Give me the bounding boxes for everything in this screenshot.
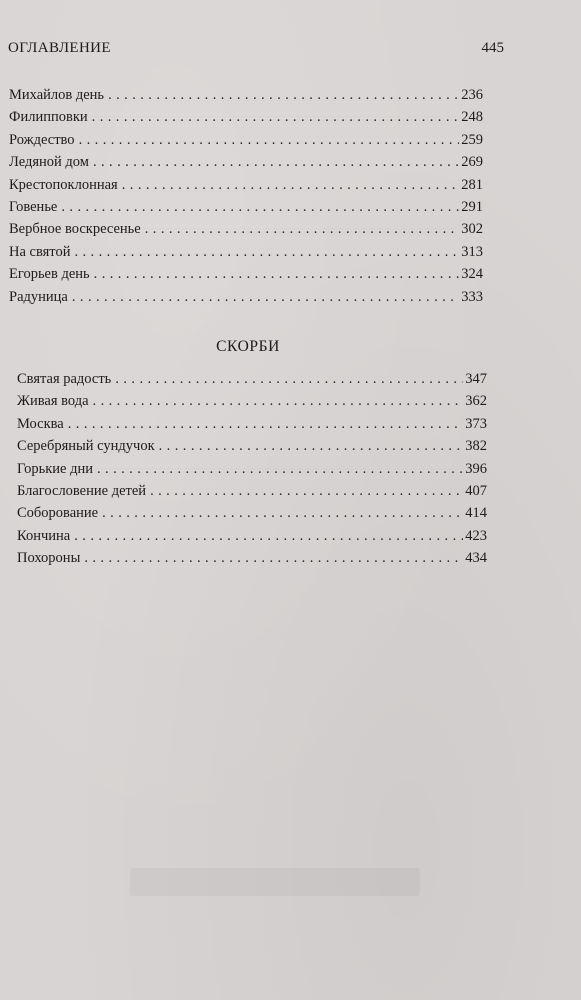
toc-entry-page: 396 bbox=[465, 460, 487, 477]
toc-entry-title: Похороны bbox=[17, 550, 81, 567]
toc-entry-page: 313 bbox=[461, 243, 483, 260]
toc-entry bbox=[9, 218, 483, 240]
toc-entry-title: Рождество bbox=[9, 131, 75, 148]
toc-entry-page: 324 bbox=[461, 266, 483, 283]
toc-entry-title: Вербное воскресенье bbox=[9, 221, 141, 238]
dot-leader bbox=[150, 480, 463, 502]
show-through-smudge bbox=[130, 868, 420, 896]
dot-leader bbox=[97, 458, 463, 480]
dot-leader bbox=[92, 106, 460, 128]
dot-leader bbox=[145, 218, 460, 240]
toc-entry bbox=[17, 368, 487, 390]
toc-entry bbox=[17, 480, 487, 502]
toc-entry bbox=[17, 458, 487, 480]
toc-entry-title: Говенье bbox=[9, 198, 58, 215]
toc-entry bbox=[9, 263, 483, 285]
toc-entry bbox=[9, 129, 483, 151]
dot-leader bbox=[108, 84, 459, 106]
toc-entry bbox=[9, 106, 483, 128]
toc-entry-title: Ледяной дом bbox=[9, 154, 89, 171]
toc-entry-title: Живая вода bbox=[17, 393, 89, 410]
dot-leader bbox=[61, 196, 459, 218]
dot-leader bbox=[72, 286, 459, 308]
toc-entry bbox=[9, 196, 483, 218]
toc-entry bbox=[17, 435, 487, 457]
toc-entry-page: 407 bbox=[465, 482, 487, 499]
toc-entry-title: Радуница bbox=[9, 288, 68, 305]
page-number: 445 bbox=[481, 40, 504, 56]
toc-entry bbox=[17, 390, 487, 412]
toc-entry-page: 373 bbox=[465, 415, 487, 432]
toc-entry-title: Егорьев день bbox=[9, 266, 90, 283]
dot-leader bbox=[102, 502, 463, 524]
dot-leader bbox=[74, 241, 459, 263]
toc-entry bbox=[9, 151, 483, 173]
toc-entry bbox=[9, 286, 483, 308]
toc-list-part1 bbox=[9, 84, 483, 308]
toc-entry-title: Благословение детей bbox=[17, 482, 147, 499]
toc-entry-title: Филипповки bbox=[9, 109, 88, 126]
dot-leader bbox=[93, 390, 464, 412]
page-header bbox=[8, 40, 504, 57]
section-heading: СКОРБИ bbox=[216, 338, 280, 355]
toc-entry bbox=[17, 413, 487, 435]
toc-entry-page: 259 bbox=[461, 131, 483, 148]
dot-leader bbox=[115, 368, 463, 390]
dot-leader bbox=[93, 151, 459, 173]
toc-entry-page: 281 bbox=[461, 176, 483, 193]
toc-entry bbox=[9, 241, 483, 263]
toc-entry-title: Святая радость bbox=[17, 371, 112, 387]
toc-entry-title: Серебряный сундучок bbox=[17, 438, 155, 455]
toc-entry-page: 434 bbox=[465, 550, 487, 567]
toc-entry-title: На святой bbox=[9, 243, 71, 260]
toc-entry-page: 291 bbox=[461, 198, 483, 215]
toc-entry bbox=[17, 502, 487, 524]
toc-list-part2 bbox=[17, 368, 487, 570]
toc-entry-title: Горькие дни bbox=[17, 460, 93, 477]
dot-leader bbox=[94, 263, 460, 285]
toc-entry-title: Соборование bbox=[17, 505, 99, 522]
toc-entry-title: Михайлов день bbox=[9, 87, 105, 103]
toc-entry bbox=[17, 547, 487, 569]
toc-entry-title: Кончина bbox=[17, 527, 71, 544]
toc-entry-page: 248 bbox=[461, 109, 483, 126]
toc-entry-page: 362 bbox=[465, 393, 487, 410]
dot-leader bbox=[79, 129, 460, 151]
dot-leader bbox=[122, 174, 460, 196]
toc-entry bbox=[9, 84, 483, 106]
toc-entry-title: Крестопоклонная bbox=[9, 176, 118, 193]
toc-entry-title: Москва bbox=[17, 415, 64, 432]
dot-leader bbox=[68, 413, 464, 435]
toc-entry-page: 347 bbox=[465, 371, 487, 387]
dot-leader bbox=[84, 547, 463, 569]
toc-entry-page: 382 bbox=[465, 438, 487, 455]
dot-leader bbox=[74, 525, 463, 547]
toc-entry-page: 333 bbox=[461, 288, 483, 305]
toc-entry-page: 236 bbox=[461, 87, 483, 103]
running-head: ОГЛАВЛЕНИЕ bbox=[8, 40, 111, 56]
toc-entry-page: 414 bbox=[465, 505, 487, 522]
toc-entry bbox=[9, 174, 483, 196]
dot-leader bbox=[159, 435, 464, 457]
toc-entry-page: 423 bbox=[465, 527, 487, 544]
toc-entry-page: 269 bbox=[461, 154, 483, 171]
toc-entry-page: 302 bbox=[461, 221, 483, 238]
toc-entry bbox=[17, 525, 487, 547]
